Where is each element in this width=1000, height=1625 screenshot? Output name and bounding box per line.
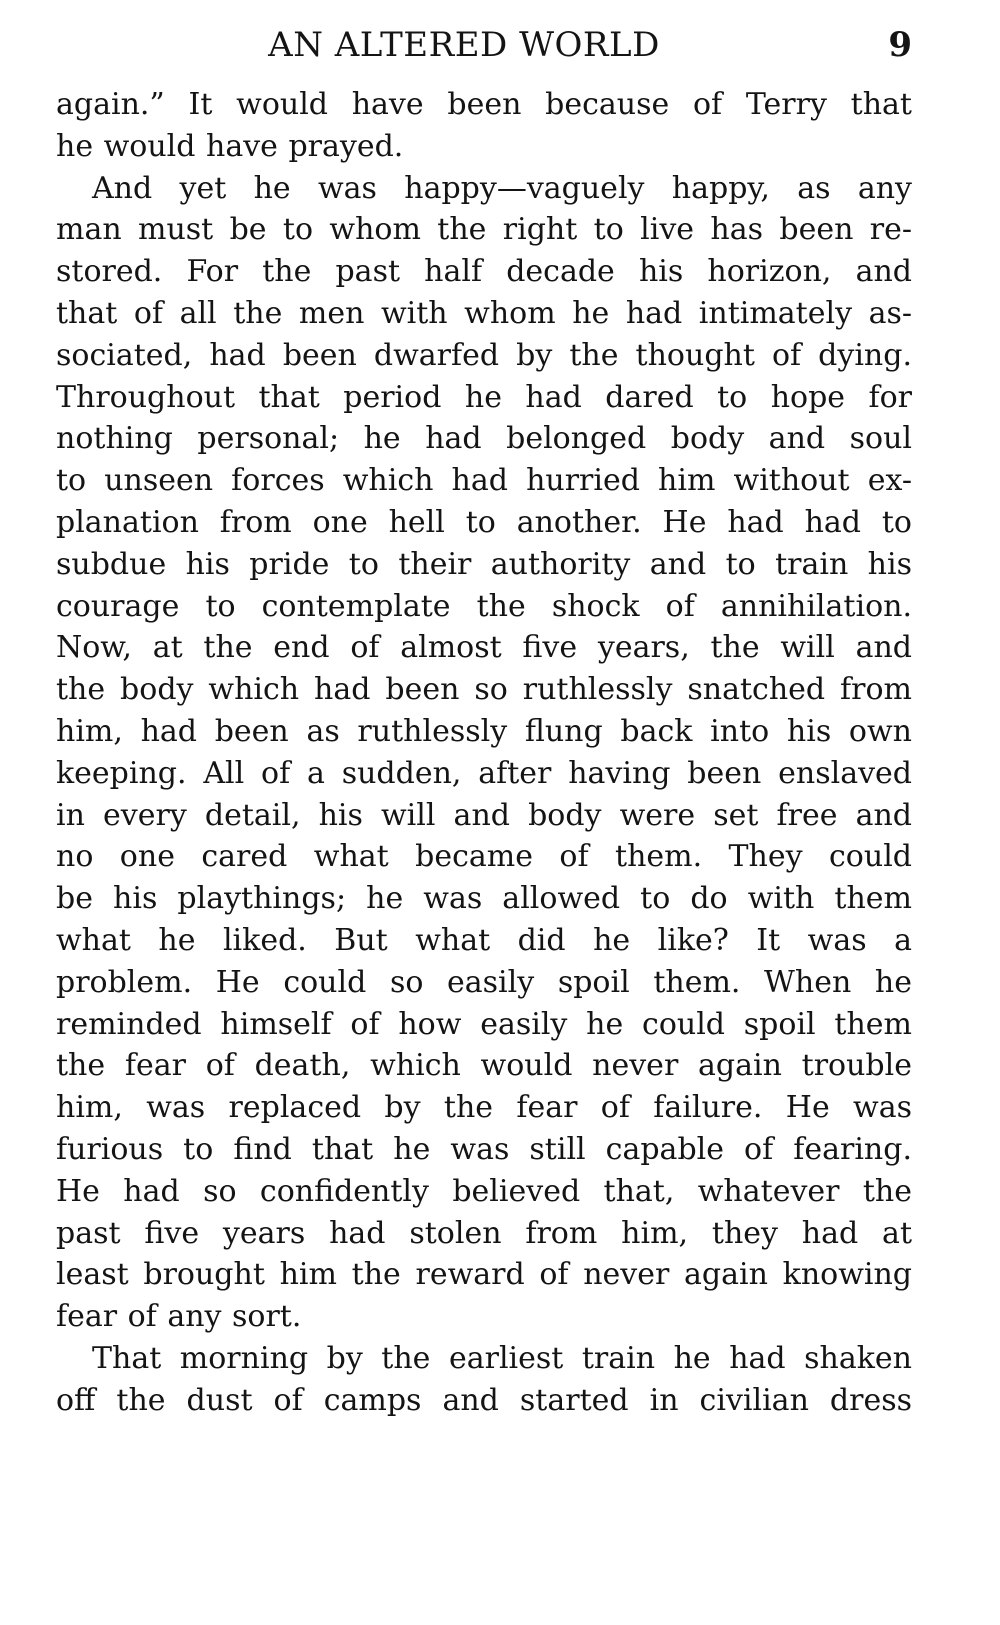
text-line: He had so confidently believed that, whatever the xyxy=(56,1173,912,1209)
text-line: And yet he was happy—vaguely happy, as any xyxy=(92,170,912,206)
text-line: to unseen forces which had hurried him without ex- xyxy=(56,463,912,499)
text-line: the fear of death, which would never again trouble xyxy=(56,1048,912,1084)
text-line: nothing personal; he had belonged body and soul xyxy=(56,421,912,457)
body-text xyxy=(56,84,912,1422)
running-head xyxy=(56,20,912,70)
text-line: least brought him the reward of never again knowing xyxy=(56,1257,912,1293)
text-line: him, was replaced by the fear of failure. He was xyxy=(56,1090,912,1126)
text-line: man must be to whom the right to live has been re- xyxy=(56,212,912,248)
text-line: sociated, had been dwarfed by the thought of dying. xyxy=(56,337,912,373)
text-line: courage to contemplate the shock of annihilation. xyxy=(56,588,912,624)
text-line: keeping. All of a sudden, after having been enslaved xyxy=(56,755,912,791)
book-page xyxy=(56,0,912,1625)
text-line: again.” It would have been because of Terry that xyxy=(56,87,912,122)
text-line: fear of any sort. xyxy=(56,1299,302,1335)
text-line: reminded himself of how easily he could spoil them xyxy=(56,1006,912,1042)
page-number: 9 xyxy=(888,25,912,65)
text-line: Now, at the end of almost five years, the will and xyxy=(56,630,912,666)
text-line: planation from one hell to another. He had had to xyxy=(56,504,912,540)
text-line: furious to find that he was still capable of fearing. xyxy=(56,1131,912,1167)
text-line: be his playthings; he was allowed to do with them xyxy=(56,881,912,917)
text-line: That morning by the earliest train he had shaken xyxy=(92,1340,912,1376)
text-line: past five years had stolen from him, they had at xyxy=(56,1215,912,1251)
text-line: Throughout that period he had dared to hope for xyxy=(56,379,912,415)
text-line: problem. He could so easily spoil them. When he xyxy=(56,964,912,1000)
text-line: the body which had been so ruthlessly snatched from xyxy=(56,672,912,708)
text-line: subdue his pride to their authority and to train his xyxy=(56,546,912,582)
text-line: he would have prayed. xyxy=(56,128,404,164)
text-line: in every detail, his will and body were set free and xyxy=(56,797,912,833)
text-line: stored. For the past half decade his horizon, and xyxy=(56,254,912,290)
text-line: that of all the men with whom he had intimately as- xyxy=(56,295,912,331)
text-line: off the dust of camps and started in civilian dress xyxy=(56,1382,912,1418)
running-title: AN ALTERED WORLD xyxy=(268,25,660,65)
text-line: no one cared what became of them. They could xyxy=(56,839,912,875)
text-line: what he liked. But what did he like? It was a xyxy=(56,922,912,958)
text-line: him, had been as ruthlessly flung back into his own xyxy=(56,713,912,749)
